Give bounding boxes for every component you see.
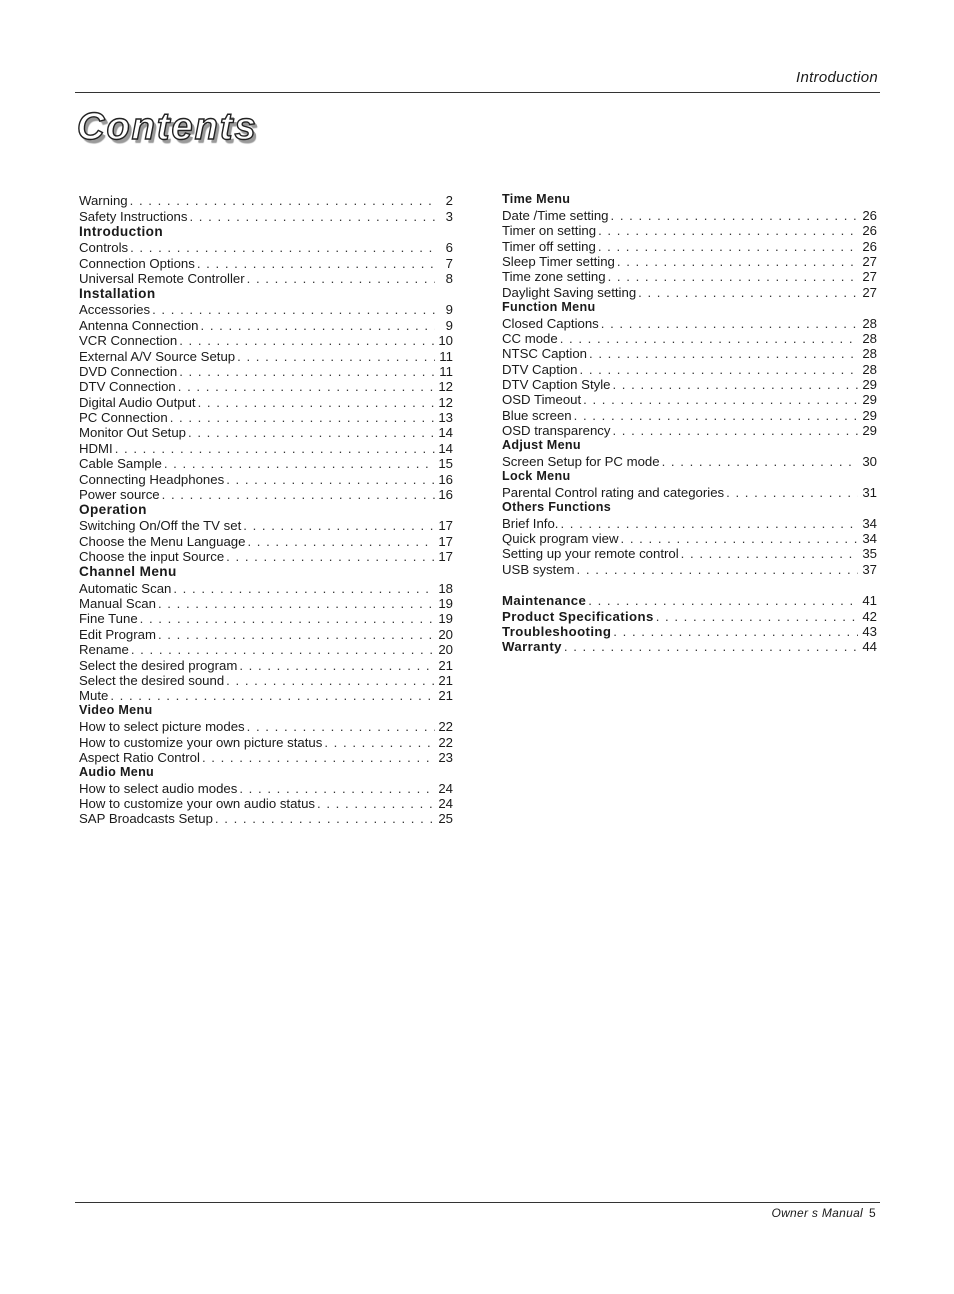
toc-page-number: 11: [439, 348, 453, 364]
toc-entry-title: Warranty: [502, 639, 562, 655]
toc-page-number: 25: [438, 811, 453, 827]
toc-entry-title: DTV Caption: [502, 361, 578, 377]
toc-section-operation: Operation: [79, 502, 147, 518]
toc-leader-dots: [239, 781, 435, 796]
toc-entry-cc-mode[interactable]: [502, 331, 877, 346]
toc-leader-dots: [179, 364, 435, 379]
toc-leader-dots: [115, 441, 435, 456]
toc-entry-how-to-customize-your-own-picture-status[interactable]: [79, 734, 453, 749]
toc-page-number: 11: [439, 363, 453, 379]
toc-entry-title: Sleep Timer setting: [502, 253, 615, 269]
toc-entry-title: Automatic Scan: [79, 580, 172, 596]
toc-page-number: 18: [438, 580, 453, 596]
toc-leader-dots: [197, 256, 435, 271]
toc-entry-screen-setup-for-pc-mode[interactable]: [502, 454, 877, 469]
footer-label: Owner s Manual: [771, 1206, 864, 1220]
toc-entry-select-the-desired-sound[interactable]: [79, 673, 453, 688]
toc-leader-dots: [681, 546, 858, 561]
toc-leader-dots: [130, 240, 435, 255]
toc-page-number: 20: [438, 642, 453, 658]
page-footer: [771, 1206, 876, 1220]
toc-entry-title: Choose the Menu Language: [79, 533, 246, 549]
toc-entry-title: Mute: [79, 688, 109, 704]
toc-entry-title: Brief Info.: [502, 515, 559, 531]
toc-section-channel-menu: Channel Menu: [79, 564, 177, 580]
toc-entry-title: How to customize your own audio status: [79, 796, 316, 812]
toc-entry-date-time-setting[interactable]: [502, 207, 877, 222]
toc-entry-title: How to customize your own picture status: [79, 734, 323, 750]
toc-page-number: 22: [438, 734, 453, 750]
toc-right-column: [502, 192, 877, 654]
toc-entry-title: NTSC Caption: [502, 346, 588, 362]
toc-entry-title: Antenna Connection: [79, 317, 199, 333]
toc-page-number: 27: [862, 269, 877, 285]
toc-entry-timer-off-setting[interactable]: [502, 238, 877, 253]
toc-entry-blue-screen[interactable]: [502, 407, 877, 422]
toc-page-number: 41: [862, 593, 877, 609]
toc-entry-dtv-caption[interactable]: [502, 361, 877, 376]
toc-entry-mute[interactable]: [79, 688, 453, 703]
toc-leader-dots: [162, 487, 435, 502]
toc-page-number: 16: [438, 471, 453, 487]
toc-entry-safety-instructions[interactable]: [79, 208, 453, 223]
toc-page-number: 14: [438, 425, 453, 441]
toc-entry-quick-program-view[interactable]: [502, 531, 877, 546]
toc-leader-dots: [317, 796, 435, 811]
toc-entry-troubleshooting[interactable]: [502, 624, 877, 639]
toc-entry-edit-program[interactable]: [79, 626, 453, 641]
toc-entry-title: PC Connection: [79, 410, 168, 426]
toc-entry-time-zone-setting[interactable]: [502, 269, 877, 284]
toc-leader-dots: [140, 611, 435, 626]
toc-entry-cable-sample[interactable]: [79, 456, 453, 471]
toc-leader-dots: [179, 333, 435, 348]
toc-entry-title: Universal Remote Controller: [79, 270, 245, 286]
toc-leader-dots: [189, 209, 435, 224]
toc-entry-setting-up-your-remote-control[interactable]: [502, 546, 877, 561]
toc-section-adjust-menu: Adjust Menu: [502, 438, 581, 453]
toc-page-number: 3: [445, 208, 453, 224]
toc-section-time-menu: Time Menu: [502, 192, 571, 206]
toc-entry-controls[interactable]: [79, 240, 453, 255]
toc-leader-dots: [188, 425, 435, 440]
toc-page-number: 17: [438, 518, 453, 534]
toc-entry-title: Rename: [79, 642, 129, 658]
toc-entry-title: VCR Connection: [79, 333, 178, 349]
toc-section-audio-menu: Audio Menu: [79, 764, 155, 779]
toc-leader-dots: [564, 639, 858, 654]
toc-leader-dots: [178, 379, 435, 394]
toc-leader-dots: [726, 485, 858, 500]
toc-page-number: 21: [438, 688, 453, 704]
toc-entry-sap-broadcasts-setup[interactable]: [79, 811, 453, 826]
toc-entry-title: Blue screen: [502, 407, 572, 423]
toc-entry-title: Screen Setup for PC mode: [502, 454, 660, 470]
toc-leader-dots: [110, 688, 435, 703]
toc-page-number: 24: [438, 780, 453, 796]
toc-entry-daylight-saving-setting[interactable]: [502, 284, 877, 299]
toc-page-number: 28: [862, 361, 877, 377]
toc-entry-automatic-scan[interactable]: [79, 580, 453, 595]
toc-leader-dots: [130, 193, 435, 208]
toc-leader-dots: [612, 423, 858, 438]
toc-entry-universal-remote-controller[interactable]: [79, 271, 453, 286]
toc-entry-connecting-headphones[interactable]: [79, 471, 453, 486]
toc-leader-dots: [131, 642, 435, 657]
toc-leader-dots: [638, 285, 858, 300]
toc-entry-pc-connection[interactable]: [79, 410, 453, 425]
toc-page-number: 44: [862, 639, 877, 655]
toc-leader-dots: [202, 750, 435, 765]
toc-page-number: 31: [862, 484, 877, 500]
toc-entry-title: Select the desired program: [79, 657, 238, 673]
toc-entry-title: Select the desired sound: [79, 672, 225, 688]
toc-leader-dots: [152, 302, 435, 317]
toc-leader-dots: [198, 395, 435, 410]
toc-page-number: 37: [862, 561, 877, 577]
toc-leader-dots: [662, 454, 858, 469]
toc-leader-dots: [247, 271, 435, 286]
toc-entry-how-to-select-audio-modes[interactable]: [79, 780, 453, 795]
toc-leader-dots: [598, 223, 858, 238]
toc-page-number: 2: [445, 193, 453, 209]
toc-entry-title: Manual Scan: [79, 595, 156, 611]
toc-entry-closed-captions[interactable]: [502, 315, 877, 330]
toc-section-introduction: Introduction: [79, 223, 164, 239]
toc-section-video-menu: Video Menu: [79, 703, 153, 718]
toc-page-number: 9: [445, 317, 453, 333]
toc-entry-timer-on-setting[interactable]: [502, 223, 877, 238]
toc-entry-external-a-v-source-setup[interactable]: [79, 348, 453, 363]
toc-page-number: 6: [445, 240, 453, 256]
toc-leader-dots: [560, 331, 858, 346]
toc-entry-osd-timeout[interactable]: [502, 392, 877, 407]
toc-entry-maintenance[interactable]: [502, 593, 877, 608]
toc-entry-title: Daylight Saving setting: [502, 284, 637, 300]
toc-leader-dots: [588, 593, 858, 608]
toc-leader-dots: [247, 534, 435, 549]
toc-entry-title: DVD Connection: [79, 363, 178, 379]
toc-leader-dots: [577, 562, 858, 577]
toc-page-number: 21: [438, 657, 453, 673]
toc-entry-how-to-customize-your-own-audio-status[interactable]: [79, 796, 453, 811]
toc-leader-dots: [617, 254, 858, 269]
toc-entry-title: Timer off setting: [502, 238, 596, 254]
toc-entry-title: Date /Time setting: [502, 207, 609, 223]
toc-page-number: 29: [862, 377, 877, 393]
toc-entry-title: OSD Timeout: [502, 392, 582, 408]
toc-entry-monitor-out-setup[interactable]: [79, 425, 453, 440]
toc-entry-title: Power source: [79, 487, 160, 503]
toc-leader-dots: [612, 377, 858, 392]
toc-page-number: 13: [438, 410, 453, 426]
toc-leader-dots: [574, 408, 858, 423]
toc-leader-dots: [324, 735, 435, 750]
toc-leader-dots: [598, 239, 858, 254]
toc-entry-connection-options[interactable]: [79, 255, 453, 270]
toc-entry-title: Switching On/Off the TV set: [79, 518, 242, 534]
toc-entry-ntsc-caption[interactable]: [502, 346, 877, 361]
toc-entry-title: DTV Connection: [79, 379, 176, 395]
toc-entry-antenna-connection[interactable]: [79, 317, 453, 332]
toc-leader-dots: [608, 269, 858, 284]
toc-entry-title: Product Specifications: [502, 608, 654, 624]
toc-page-number: 26: [862, 238, 877, 254]
toc-entry-usb-system[interactable]: [502, 561, 877, 576]
toc-page-number: 30: [862, 454, 877, 470]
toc-page-number: 19: [438, 611, 453, 627]
toc-page-number: 28: [862, 330, 877, 346]
toc-entry-dtv-caption-style[interactable]: [502, 377, 877, 392]
toc-entry-title: Timer on setting: [502, 223, 597, 239]
toc-page-number: 28: [862, 315, 877, 331]
toc-entry-dtv-connection[interactable]: [79, 379, 453, 394]
toc-entry-choose-the-input-source[interactable]: [79, 549, 453, 564]
toc-leader-dots: [226, 472, 435, 487]
toc-entry-how-to-select-picture-modes[interactable]: [79, 719, 453, 734]
footer-page-number: 5: [869, 1206, 876, 1220]
toc-entry-sleep-timer-setting[interactable]: [502, 254, 877, 269]
toc-entry-title: How to select audio modes: [79, 780, 238, 796]
toc-page-number: 29: [862, 392, 877, 408]
toc-section-others-functions: Others Functions: [502, 499, 612, 514]
toc-entry-osd-transparency[interactable]: [502, 423, 877, 438]
toc-entry-title: Fine Tune: [79, 611, 138, 627]
toc-page-number: 21: [438, 672, 453, 688]
toc-page-number: 28: [862, 346, 877, 362]
toc-page-number: 8: [445, 270, 453, 286]
toc-leader-dots: [560, 516, 858, 531]
toc-entry-title: HDMI: [79, 440, 113, 456]
toc-entry-title: SAP Broadcasts Setup: [79, 811, 213, 827]
toc-entry-accessories[interactable]: [79, 302, 453, 317]
toc-entry-title: Edit Program: [79, 626, 156, 642]
toc-leader-dots: [164, 456, 435, 471]
toc-leader-dots: [589, 346, 858, 361]
toc-leader-dots: [247, 719, 435, 734]
toc-page-number: 27: [862, 253, 877, 269]
running-header: Introduction: [796, 69, 878, 86]
toc-entry-fine-tune[interactable]: [79, 611, 453, 626]
page-title: Contents: [77, 106, 258, 148]
toc-page-number: 34: [862, 530, 877, 546]
toc-leader-dots: [226, 549, 435, 564]
toc-entry-parental-control-rating-and-categories[interactable]: [502, 484, 877, 499]
toc-entry-title: Warning: [79, 193, 128, 209]
toc-page-number: 20: [438, 626, 453, 642]
toc-entry-select-the-desired-program[interactable]: [79, 657, 453, 672]
toc-entry-power-source[interactable]: [79, 487, 453, 502]
toc-entry-title: Digital Audio Output: [79, 394, 196, 410]
toc-entry-title: Connecting Headphones: [79, 471, 225, 487]
toc-leader-dots: [239, 658, 435, 673]
toc-page-number: 42: [862, 608, 877, 624]
toc-entry-title: Choose the input Source: [79, 549, 225, 565]
toc-entry-title: Safety Instructions: [79, 208, 188, 224]
toc-entry-title: Setting up your remote control: [502, 546, 679, 562]
toc-entry-switching-on-off-the-tv-set[interactable]: [79, 518, 453, 533]
toc-entry-rename[interactable]: [79, 642, 453, 657]
toc-leader-dots: [621, 531, 858, 546]
toc-leader-dots: [656, 609, 858, 624]
footer-rule: [75, 1202, 880, 1203]
toc-section-installation: Installation: [79, 285, 156, 301]
toc-entry-title: DTV Caption Style: [502, 377, 611, 393]
toc-entry-title: Monitor Out Setup: [79, 425, 187, 441]
toc-entry-title: OSD transparency: [502, 423, 611, 439]
toc-entry-title: Accessories: [79, 302, 151, 318]
toc-page-number: 26: [862, 207, 877, 223]
toc-entry-aspect-ratio-control[interactable]: [79, 750, 453, 765]
toc-entry-title: How to select picture modes: [79, 719, 245, 735]
toc-page-number: 12: [438, 379, 453, 395]
toc-entry-product-specifications[interactable]: [502, 608, 877, 623]
toc-leader-dots: [583, 392, 858, 407]
toc-entry-choose-the-menu-language[interactable]: [79, 533, 453, 548]
toc-entry-title: Closed Captions: [502, 315, 599, 331]
toc-entry-title: Controls: [79, 240, 129, 256]
toc-leader-dots: [611, 208, 858, 223]
toc-entry-digital-audio-output[interactable]: [79, 394, 453, 409]
toc-page-number: 34: [862, 515, 877, 531]
toc-entry-title: Quick program view: [502, 530, 619, 546]
toc-page-number: 16: [438, 487, 453, 503]
toc-entry-vcr-connection[interactable]: [79, 333, 453, 348]
toc-entry-title: Aspect Ratio Control: [79, 749, 200, 765]
toc-entry-hdmi[interactable]: [79, 440, 453, 455]
toc-page-number: 27: [862, 284, 877, 300]
toc-leader-dots: [170, 410, 435, 425]
toc-page-number: 29: [862, 423, 877, 439]
toc-left-column: [79, 193, 453, 826]
toc-page-number: 35: [862, 546, 877, 562]
toc-page-number: 19: [438, 595, 453, 611]
toc-page-number: 10: [438, 333, 453, 349]
toc-page-number: 14: [438, 440, 453, 456]
toc-page-number: 12: [438, 394, 453, 410]
toc-page-number: 17: [438, 533, 453, 549]
toc-leader-dots: [237, 349, 435, 364]
toc-entry-title: USB system: [502, 561, 575, 577]
toc-page-number: 17: [438, 549, 453, 565]
toc-leader-dots: [158, 596, 435, 611]
toc-entry-warning[interactable]: [79, 193, 453, 208]
toc-entry-title: Parental Control rating and categories: [502, 484, 725, 500]
toc-entry-warranty[interactable]: [502, 639, 877, 654]
toc-leader-dots: [226, 673, 435, 688]
toc-leader-dots: [215, 811, 435, 826]
toc-leader-dots: [173, 581, 435, 596]
toc-entry-title: Cable Sample: [79, 456, 162, 472]
toc-section-function-menu: Function Menu: [502, 299, 596, 314]
toc-page-number: 43: [862, 623, 877, 639]
toc-entry-title: External A/V Source Setup: [79, 348, 236, 364]
toc-entry-dvd-connection[interactable]: [79, 364, 453, 379]
toc-entry-title: Maintenance: [502, 593, 587, 609]
toc-page-number: 22: [438, 719, 453, 735]
toc-entry-title: Connection Options: [79, 255, 195, 271]
toc-page-number: 26: [862, 223, 877, 239]
toc-leader-dots: [580, 362, 859, 377]
toc-page-number: 23: [438, 749, 453, 765]
toc-page-number: 9: [445, 302, 453, 318]
toc-entry-manual-scan[interactable]: [79, 596, 453, 611]
toc-entry-title: Troubleshooting: [502, 623, 612, 639]
toc-spacer: [502, 577, 877, 593]
toc-entry-title: CC mode: [502, 330, 558, 346]
toc-page-number: 7: [445, 255, 453, 271]
toc-leader-dots: [613, 624, 858, 639]
toc-leader-dots: [243, 518, 435, 533]
toc-leader-dots: [601, 316, 858, 331]
toc-page-number: 29: [862, 407, 877, 423]
toc-entry-brief-info[interactable]: [502, 515, 877, 530]
toc-leader-dots: [201, 318, 435, 333]
toc-leader-dots: [158, 627, 435, 642]
toc-page-number: 15: [438, 456, 453, 472]
toc-entry-title: Time zone setting: [502, 269, 606, 285]
toc-page-number: 24: [438, 796, 453, 812]
toc-section-lock-menu: Lock Menu: [502, 469, 571, 484]
header-rule: [75, 92, 880, 93]
